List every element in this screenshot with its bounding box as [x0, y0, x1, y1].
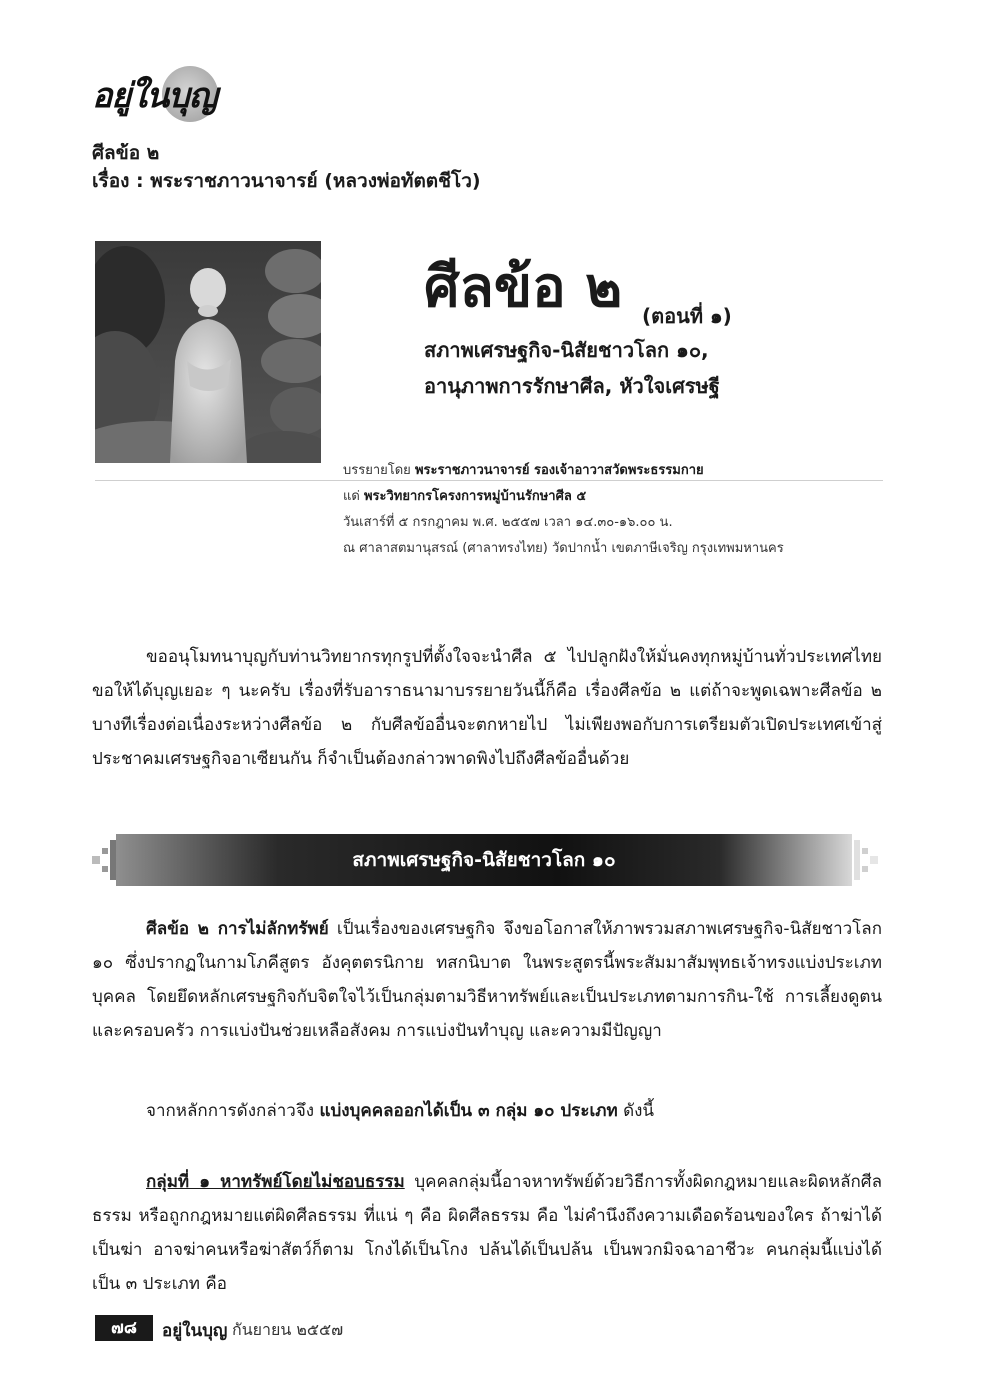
article-subtitle-1: สภาพเศรษฐกิจ-นิสัยชาวโลก ๑๐,	[424, 338, 709, 362]
paragraph-4	[92, 1165, 882, 1301]
footer-magazine: อยู่ในบุญ	[162, 1321, 228, 1341]
article-episode: (ตอนที่ ๑)	[642, 304, 732, 328]
banner-right-ornament	[852, 840, 878, 880]
article-subtitle-2: อานุภาพการรักษาศีล, หัวใจเศรษฐี	[424, 374, 720, 398]
article-title: ศีลข้อ ๒	[424, 255, 623, 320]
lecture-credits	[343, 458, 883, 562]
paragraph-2	[92, 912, 882, 1048]
intro-text: ขออนุโมทนาบุญกับท่านวิทยากรทุกรูปที่ตั้งใจจะนำศีล ๕ ไปปลูกฝังให้มั่นคงทุกหมู่บ้านทั่วประเทศไทย ขอให้ได้บุญเยอะ ๆ นะครับ เรื่องที่รับอาราธนามาบรรยายวันนี้ก็คือ เรื่องศีลข้อ ๒ แต่ถ้าจะพูดเฉพาะศีลข้อ ๒ บางทีเรื่องต่อเนื่องระหว่างศีลข้อ ๒ กับศีลข้ออื่นจะตกหายไป ไม่เพียงพอกับการเตรียมตัวเปิดประเทศเข้าสู่ประชาคมเศรษฐกิจอาเซียนกัน ก็จำเป็นต้องกล่าวพาดพิงไปถึงศีลข้ออื่นด้วย	[92, 647, 882, 769]
section-banner	[92, 834, 878, 886]
paragraph-2-lead: ศีลข้อ ๒ การไม่ลักทรัพย์	[146, 919, 329, 939]
column-title: ศีลข้อ ๒	[92, 142, 160, 164]
credit-by-prefix: บรรยายโดย	[343, 463, 411, 478]
paragraph-2-body: เป็นเรื่องของเศรษฐกิจ จึงขอโอกาสให้ภาพรวมสภาพเศรษฐกิจ-นิสัยชาวโลก ๑๐ ซึ่งปรากฏในกามโภคีสูตร อังคุตตรนิกาย ทสกนิบาต ในพระสูตรนี้พระสัมมาสัมพุทธเจ้าทรงแบ่งประเภทบุคคล โดยยึดหลักเศรษฐกิจกับจิตใจไว้เป็นกลุ่มตามวิธีหาทรัพย์และเป็นประเภทตามการกิน-ใช้ การเลี้ยงดูตนและครอบครัว การแบ่งปันช่วยเหลือสังคม การแบ่งปันทำบุญ และความมีปัญญา	[92, 919, 882, 1041]
paragraph-4-body: บุคคลกลุ่มนี้อาจหาทรัพย์ด้วยวิธีการทั้งผิดกฎหมายและผิดหลักศีลธรรม หรือถูกกฎหมายแต่ผิดศีลธรรม ที่แน่ ๆ คือ ผิดศีลธรรม คือ ไม่คำนึงถึงความเดือดร้อนของใคร ถ้าฆ่าได้เป็นฆ่า อาจฆ่าคนหรือฆ่าสัตว์ก็ตาม โกงได้เป็นโกง ปล้นได้เป็นปล้น เป็นพวกมิจฉาอาชีวะ คนกลุ่มนี้แบ่งได้เป็น ๓ ประเภท คือ	[92, 1172, 883, 1294]
paragraph-2-text	[92, 912, 882, 1048]
paragraph-3	[92, 1094, 882, 1128]
credit-to-name: พระวิทยากรโครงการหมู่บ้านรักษาศีล ๕	[363, 489, 587, 504]
column-subtitle: เรื่อง : พระราชภาวนาจารย์ (หลวงพ่อทัตตชีโว)	[92, 170, 481, 192]
credit-date: วันเสาร์ที่ ๕ กรกฎาคม พ.ศ. ๒๕๕๗ เวลา ๑๔.๓๐-๑๖.๐๐ น.	[343, 515, 673, 530]
paragraph-3-body: จากหลักการดังกล่าวจึง	[146, 1101, 320, 1121]
credit-by	[343, 458, 883, 484]
paragraph-3-tail: ดังนี้	[617, 1101, 655, 1121]
credit-to-prefix: แด่	[343, 489, 360, 504]
credit-place: ณ ศาลาสตมานุสรณ์ (ศาลาทรงไทย) วัดปากน้ำ เขตภาษีเจริญ กรุงเทพมหานคร	[343, 541, 784, 556]
magazine-logo	[92, 62, 232, 126]
paragraph-3-bold: แบ่งบุคคลออกได้เป็น ๓ กลุ่ม ๑๐ ประเภท	[319, 1101, 618, 1121]
section-heading: สภาพเศรษฐกิจ-นิสัยชาวโลก ๑๐	[352, 849, 616, 871]
paragraph-4-lead: กลุ่มที่ ๑ หาทรัพย์โดยไม่ชอบธรรม	[146, 1172, 405, 1192]
monk-photo	[95, 241, 321, 463]
intro-paragraph	[92, 640, 882, 776]
logo-text: อยู่ในบุญ	[92, 76, 217, 116]
paragraph-4-text	[92, 1165, 882, 1301]
paragraph-3-text	[92, 1094, 882, 1128]
page-number: ๗๘	[95, 1315, 153, 1341]
credit-to	[343, 484, 883, 510]
banner-left-ornament	[92, 840, 118, 880]
footer-issue: กันยายน ๒๕๕๗	[232, 1320, 344, 1339]
credit-by-name: พระราชภาวนาจารย์ รองเจ้าอาวาสวัดพระธรรมกาย	[414, 463, 704, 478]
